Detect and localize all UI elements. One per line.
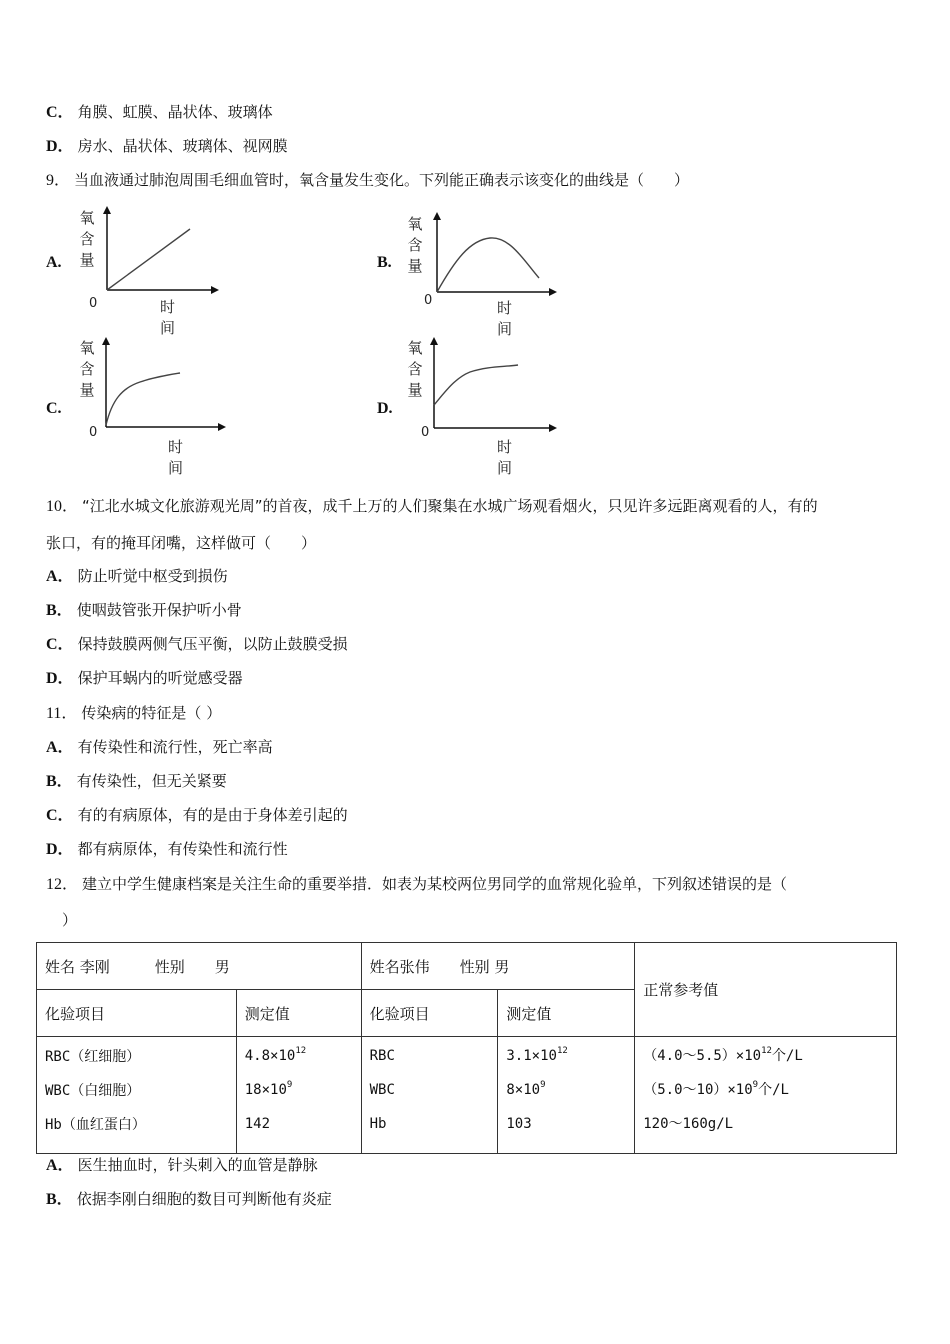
y-axis-label: 氧 含 量 xyxy=(407,339,423,399)
question-text: 建立中学生健康档案是关注生命的重要举措．如表为某校两位男同学的血常规化验单，下列叙述错误的是（ xyxy=(82,875,788,893)
x-axis-label: 时间 xyxy=(497,299,513,338)
q10-stem-line2: 张口，有的掩耳闭嘴，这样做可（ ） xyxy=(46,534,317,552)
question-number: 11． xyxy=(46,705,78,722)
student2-value-header: 测定值 xyxy=(498,990,635,1037)
graph-option-letter: C. xyxy=(46,400,62,417)
option-letter: A． xyxy=(46,1157,74,1174)
option-letter: C． xyxy=(46,104,74,121)
q12-option-b xyxy=(46,1189,332,1210)
graph-option-letter: A. xyxy=(46,254,62,271)
option-text: 角膜、虹膜、晶状体、玻璃体 xyxy=(77,103,273,121)
option-letter: B． xyxy=(46,773,73,790)
q11-option-b xyxy=(46,771,227,792)
option-letter: C． xyxy=(46,636,74,653)
question-number: 10． xyxy=(46,498,79,515)
y-axis-label: 氧 含 量 xyxy=(407,215,423,275)
origin-label: 0 xyxy=(89,296,98,311)
option-letter: C． xyxy=(46,807,74,824)
option-text: 保护耳蜗内的听觉感受器 xyxy=(77,669,243,687)
student2-items-cell: RBC WBC Hb xyxy=(361,1037,498,1154)
option-letter: D． xyxy=(46,670,74,687)
option-text: 有传染性，但无关紧要 xyxy=(76,772,227,790)
question-number: 9． xyxy=(46,172,71,189)
blood-test-table xyxy=(36,942,897,1154)
option-letter: D． xyxy=(46,841,74,858)
origin-label: 0 xyxy=(421,425,430,440)
q11-option-a xyxy=(46,737,273,758)
option-text: 房水、晶状体、玻璃体、视网膜 xyxy=(77,137,288,155)
x-axis-label: 时间 xyxy=(160,298,176,337)
q10-stem-line1 xyxy=(46,496,818,517)
student2-item-header: 化验项目 xyxy=(361,990,498,1037)
q10-option-c xyxy=(46,634,348,655)
option-text: 依据李刚白细胞的数目可判断他有炎症 xyxy=(76,1190,332,1208)
q11-option-d xyxy=(46,839,288,860)
option-text: 使咽鼓管张开保护听小骨 xyxy=(76,601,242,619)
x-axis-label: 时间 xyxy=(168,438,184,477)
origin-label: 0 xyxy=(89,425,98,440)
option-text: 医生抽血时，针头刺入的血管是静脉 xyxy=(77,1156,318,1174)
origin-label: 0 xyxy=(424,293,433,308)
graph-option-letter: B. xyxy=(377,254,392,271)
option-letter: B． xyxy=(46,602,73,619)
reference-header: 正常参考值 xyxy=(635,943,897,1037)
student1-items-cell: RBC（红细胞） WBC（白细胞） Hb（血红蛋白） xyxy=(37,1037,237,1154)
q10-option-d xyxy=(46,668,243,689)
student1-values-cell: $4.8\times 10^{12}$ $18\times 10^9$ 142 xyxy=(236,1037,361,1154)
y-axis-label: 氧 含 量 xyxy=(79,339,95,399)
y-axis-label: 氧 含 量 xyxy=(79,209,95,269)
option-text: 保持鼓膜两侧气压平衡，以防止鼓膜受损 xyxy=(77,635,348,653)
reference-values-cell: $(4.0\sim 5.5)\times 10^{12}$个/L $(5.0\sim 10)\times 10^9$个/L 120～160g/L xyxy=(635,1037,897,1154)
option-text: 防止听觉中枢受到损伤 xyxy=(77,567,228,585)
option-text: 有传染性和流行性，死亡率高 xyxy=(77,738,273,756)
question-number: 12． xyxy=(46,876,79,893)
question-text: “江北水城文化旅游观光周”的首夜，成千上万的人们聚集在水城广场观看烟火，只见许多远距离观看的人，有的 xyxy=(82,497,818,515)
student2-values-cell: $3.1\times 10^{12}$ $8\times 10^9$ 103 xyxy=(498,1037,635,1154)
option-letter: B． xyxy=(46,1191,73,1208)
option-letter: A． xyxy=(46,739,74,756)
option-letter: A． xyxy=(46,568,74,585)
q10-option-b xyxy=(46,600,242,621)
student1-header: 姓名 李刚 性别 男 xyxy=(37,943,362,990)
q12-stem-line1 xyxy=(46,874,787,895)
x-axis-label: 时间 xyxy=(497,438,513,477)
student1-value-header: 测定值 xyxy=(236,990,361,1037)
student2-header: 姓名张伟 性别 男 xyxy=(361,943,635,990)
question-text: 当血液通过肺泡周围毛细血管时，氧含量发生变化。下列能正确表示该变化的曲线是（ ） xyxy=(74,171,690,189)
option-letter: D． xyxy=(46,138,74,155)
option-text: 有的有病原体，有的是由于身体差引起的 xyxy=(77,806,348,824)
graph-option-letter: D. xyxy=(377,400,393,417)
q12-option-a xyxy=(46,1155,318,1176)
q11-stem xyxy=(46,703,221,724)
q10-option-a xyxy=(46,566,228,587)
q12-stem-line2: ） xyxy=(62,911,78,929)
q11-option-c xyxy=(46,805,348,826)
student1-item-header: 化验项目 xyxy=(37,990,237,1037)
question-text: 传染病的特征是（ ） xyxy=(81,704,222,722)
option-text: 都有病原体，有传染性和流行性 xyxy=(77,840,288,858)
